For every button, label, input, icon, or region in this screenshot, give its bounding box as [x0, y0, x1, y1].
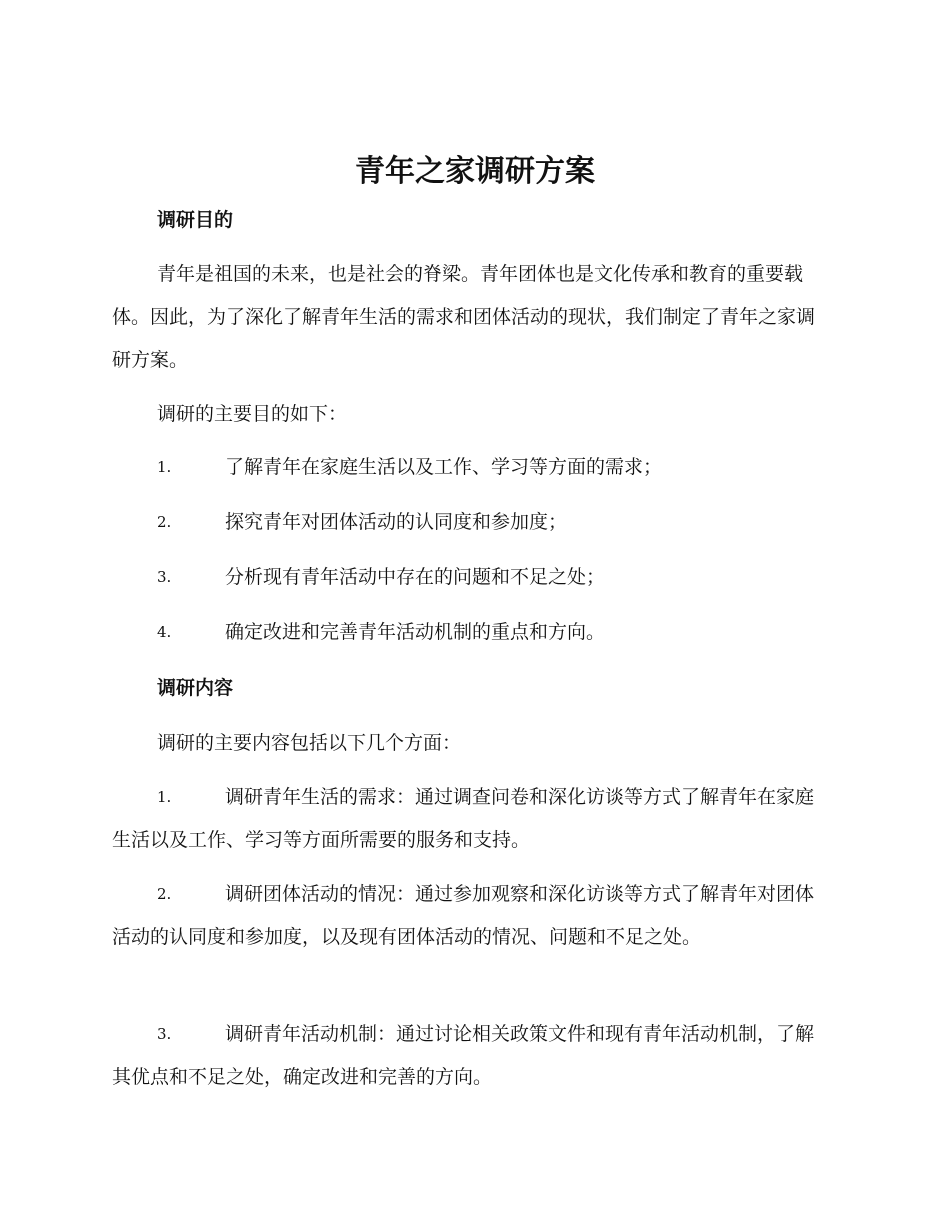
purpose-list-item-2 — [112, 501, 832, 544]
content-list-item-1 — [112, 776, 832, 862]
purpose-list-item-4 — [112, 611, 832, 654]
list-number: 1. — [157, 788, 172, 806]
purpose-list-item-3 — [112, 556, 832, 599]
list-number: 2. — [157, 513, 172, 531]
list-number: 1. — [157, 458, 172, 476]
list-item-text: 调研青年活动机制：通过讨论相关政策文件和现有青年活动机制，了解其优点和不足之处，确定改进和完善的方向。 — [112, 1023, 815, 1088]
list-item-text: 探究青年对团体活动的认同度和参加度； — [225, 511, 568, 533]
purpose-intro-paragraph: 青年是祖国的未来，也是社会的脊梁。青年团体也是文化传承和教育的重要载体。因此，为了深化了解青年生活的需求和团体活动的现状，我们制定了青年之家调研方案。 — [112, 263, 816, 371]
list-number: 3. — [157, 568, 172, 586]
document-title: 青年之家调研方案 — [355, 154, 595, 189]
section-heading-content: 调研内容 — [157, 677, 234, 699]
section-heading-purpose: 调研目的 — [157, 209, 234, 231]
list-item-text: 调研青年生活的需求：通过调查问卷和深化访谈等方式了解青年在家庭生活以及工作、学习等方面所需要的服务和支持。 — [112, 786, 815, 851]
list-item-text: 分析现有青年活动中存在的问题和不足之处； — [225, 566, 606, 588]
purpose-list-item-1 — [112, 446, 832, 489]
content-lead-text: 调研的主要内容包括以下几个方面： — [157, 732, 462, 754]
list-number: 2. — [157, 885, 172, 903]
list-item-text: 了解青年在家庭生活以及工作、学习等方面的需求； — [225, 456, 663, 478]
content-list-item-2 — [112, 873, 832, 959]
list-item-text: 调研团体活动的情况：通过参加观察和深化访谈等方式了解青年对团体活动的认同度和参加度，以及现有团体活动的情况、问题和不足之处。 — [112, 883, 815, 948]
list-number: 3. — [157, 1025, 172, 1043]
list-item-text: 确定改进和完善青年活动机制的重点和方向。 — [225, 621, 606, 643]
list-number: 4. — [157, 623, 172, 641]
purpose-lead-text: 调研的主要目的如下： — [157, 403, 348, 425]
content-list-item-3 — [112, 1013, 832, 1099]
